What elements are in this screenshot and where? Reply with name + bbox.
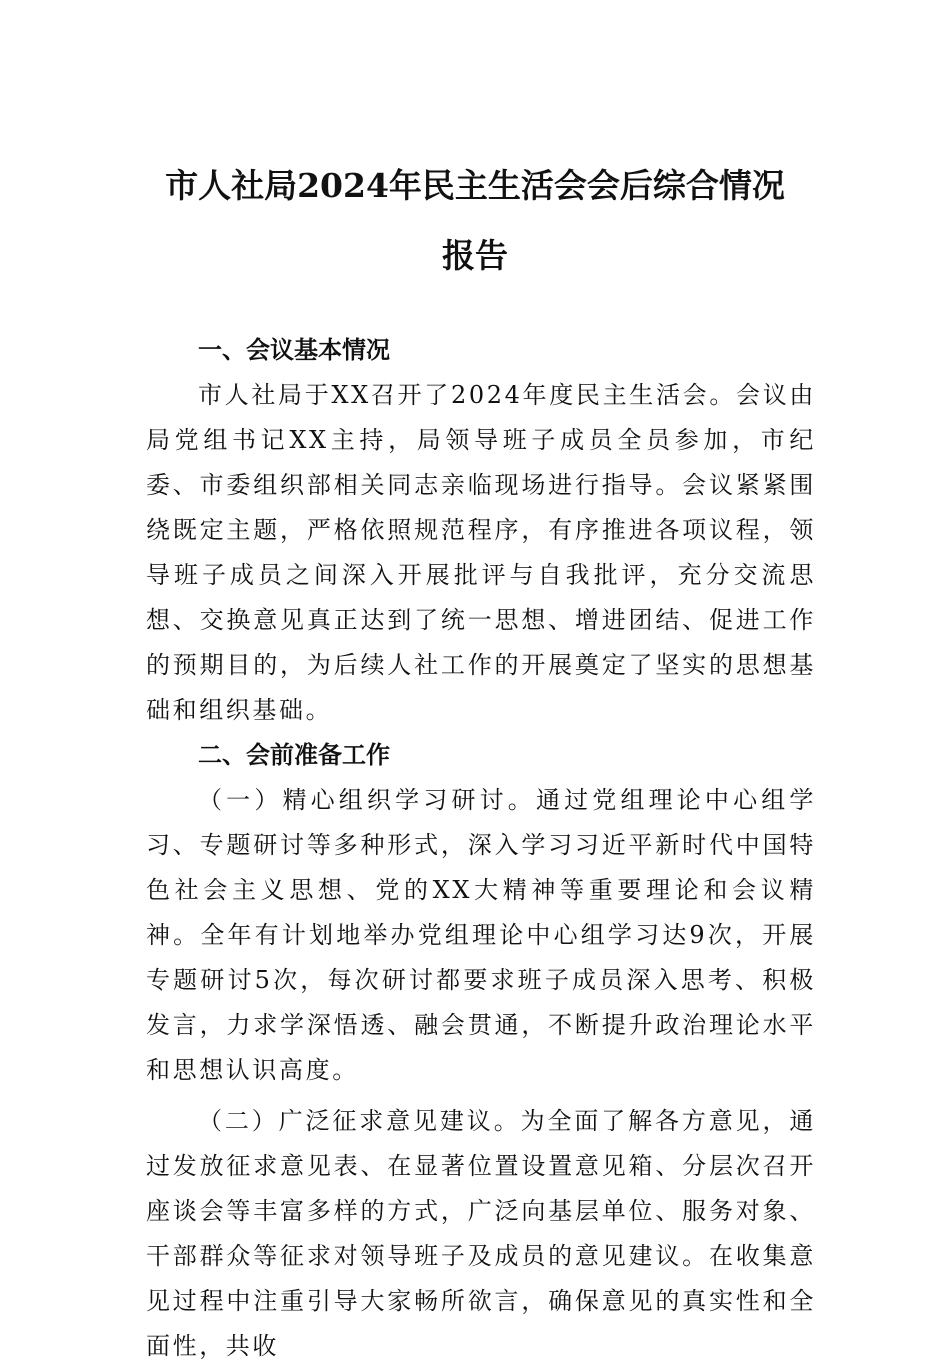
subsection-2-label: （二）广泛征求意见建议。 [198, 1107, 521, 1135]
subsection-1-paragraph [146, 778, 816, 1093]
document-body [146, 328, 816, 1369]
subsection-1-label: （一）精心组织学习研讨。 [198, 786, 536, 814]
subsection-1-text: 通过党组理论中心组学习、专题研讨等多种形式，深入学习习近平新时代中国特色社会主义思想、党的XX大精神等重要理论和会议精神。全年有计划地举办党组理论中心组学习达9次，开展专题研讨5次，每次研讨都要求班子成员深入思考、积极发言，力求学深悟透、融会贯通，不断提升政治理论水平和思想认识高度。 [146, 786, 817, 1084]
document-title-line-2: 报告 [442, 236, 508, 275]
section-1-paragraph: 市人社局于XX召开了2024年度民主生活会。会议由局党组书记XX主持，局领导班子成员全员参加，市纪委、市委组织部相关同志亲临现场进行指导。会议紧紧围绕既定主题，严格依照规范程序，有序推进各项议程，领导班子成员之间深入开展批评与自我批评，充分交流思想、交换意见真正达到了统一思想、增进团结、促进工作的预期目的，为后续人社工作的开展奠定了坚实的思想基础和组织基础。 [146, 381, 816, 724]
subsection-2-text: 为全面了解各方意见，通过发放征求意见表、在显著位置设置意见箱、分层次召开座谈会等丰富多样的方式，广泛向基层单位、服务对象、干部群众等征求对领导班子及成员的意见建议。在收集意见过程中注重引导大家畅所欲言，确保意见的真实性和全面性，共收 [146, 1107, 816, 1360]
section-heading-1: 一、会议基本情况 [198, 336, 390, 364]
section-heading-2: 二、会前准备工作 [198, 741, 390, 769]
document-title-line-1: 市人社局2024年民主生活会会后综合情况 [165, 166, 785, 205]
subsection-2-paragraph [146, 1099, 816, 1369]
